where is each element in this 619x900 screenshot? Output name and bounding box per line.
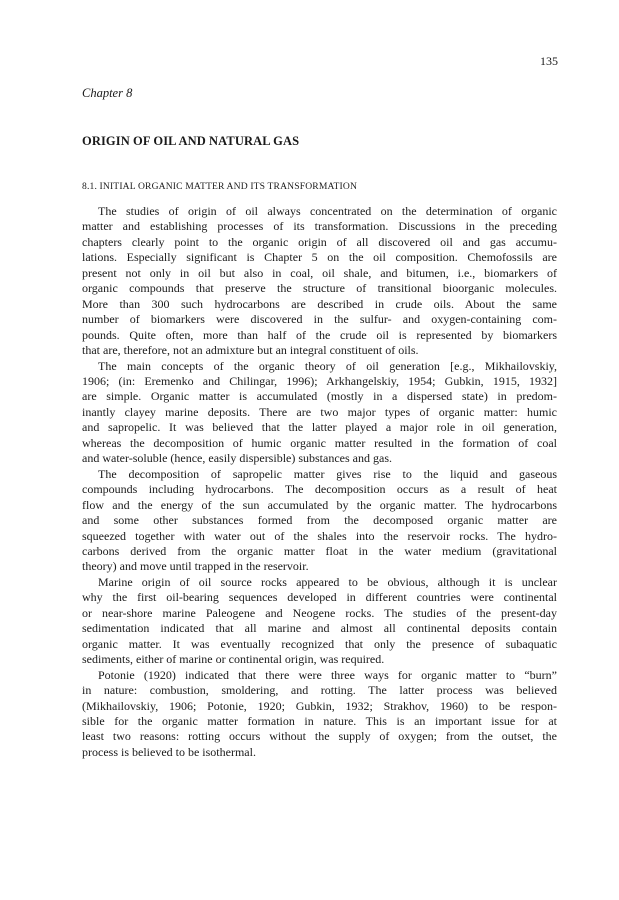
text-line: inantly clayey marine deposits. There are two major types of organic matter: humic [82, 404, 557, 419]
body-text [82, 204, 557, 760]
text-line: that are, therefore, not an admixture but an integral constituent of oils. [82, 343, 419, 358]
text-line: least two reasons: rotting occurs without the supply of oxygen; from the outset, the [82, 729, 557, 744]
text-line: present not only in oil but also in coal, oil shale, and bitumen, i.e., biomarkers of [82, 265, 557, 280]
text-line: Marine origin of oil source rocks appeared to be obvious, although it is unclear [98, 574, 557, 589]
text-line: Potonie (1920) indicated that there were three ways for organic matter to “burn” [98, 667, 557, 682]
text-line: organic matter. It was eventually recognized that only the presence of subaquatic [82, 636, 557, 651]
chapter-label: Chapter 8 [82, 86, 133, 100]
text-line: lations. Especially significant is Chapter 5 on the oil composition. Chemofossils are [82, 250, 557, 265]
text-line: whereas the decomposition of humic organic matter resulted in the formation of coal [82, 435, 557, 450]
text-line: flow and the energy of the sun accumulated by the organic matter. The hydrocarbons [82, 497, 557, 512]
text-line: sedimentation indicated that all marine and almost all continental deposits contain [82, 621, 557, 636]
text-line: sediments, either of marine or continental origin, was required. [82, 652, 385, 667]
text-line: in nature: combustion, smoldering, and rotting. The latter process was believed [82, 683, 557, 698]
text-line: chapters clearly point to the organic origin of all discovered oil and gas accumu- [82, 234, 557, 249]
text-line: organic compounds that preserve the structure of transitional bioorganic molecules. [82, 281, 557, 296]
text-line: theory) and move until trapped in the reservoir. [82, 559, 309, 574]
text-line: or near-shore marine Paleogene and Neogene rocks. The studies of the present-day [82, 605, 557, 620]
paragraph [82, 204, 557, 359]
text-line: and sapropelic. It was believed that the latter played a major role in oil generation, [82, 420, 557, 435]
text-line: matter and establishing processes of its transformation. Discussions in the preceding [82, 219, 557, 234]
text-line: (Mikhailovskiy, 1906; Potonie, 1920; Gubkin, 1932; Strakhov, 1960) to be respon- [82, 698, 557, 713]
text-line: The decomposition of sapropelic matter gives rise to the liquid and gaseous [98, 466, 557, 481]
paragraph [82, 359, 557, 467]
paragraph [82, 467, 557, 575]
paragraph [82, 575, 557, 668]
text-line: 1906; (in: Eremenko and Chilingar, 1996); Arkhangelskiy, 1954; Gubkin, 1915, 1932] [82, 373, 557, 388]
text-line: why the first oil-bearing sequences developed in different countries were continental [82, 590, 557, 605]
text-line: compounds including hydrocarbons. The decomposition occurs as a result of heat [82, 482, 557, 497]
page-number: 135 [540, 54, 558, 68]
section-heading: 8.1. INITIAL ORGANIC MATTER AND ITS TRANSFORMATION [82, 181, 358, 192]
text-line: sible for the organic matter formation in nature. This is an important issue for at [82, 713, 557, 728]
text-line: The main concepts of the organic theory of oil generation [e.g., Mikhailovskiy, [98, 358, 557, 373]
text-line: and water-soluble (hence, easily dispersible) substances and gas. [82, 451, 392, 466]
text-line: number of biomarkers were discovered in the sulfur- and oxygen-containing com- [82, 312, 557, 327]
text-line: are simple. Organic matter is accumulated (mostly in a dispersed state) in predom- [82, 389, 557, 404]
paragraph [82, 668, 557, 761]
text-line: The studies of origin of oil always concentrated on the determination of organic [98, 204, 557, 218]
text-line: More than 300 such hydrocarbons are described in crude oils. About the same [82, 296, 557, 311]
text-line: and some other substances formed from the decomposed organic matter are [82, 513, 557, 528]
text-line: carbons derived from the organic matter float in the water medium (gravitational [82, 543, 557, 558]
chapter-title: ORIGIN OF OIL AND NATURAL GAS [82, 134, 300, 148]
text-line: squeezed together with water out of the shales into the reservoir rocks. The hydro- [82, 528, 557, 543]
text-line: process is believed to be isothermal. [82, 744, 256, 759]
text-line: pounds. Quite often, more than half of the crude oil is represented by biomarkers [82, 327, 557, 342]
